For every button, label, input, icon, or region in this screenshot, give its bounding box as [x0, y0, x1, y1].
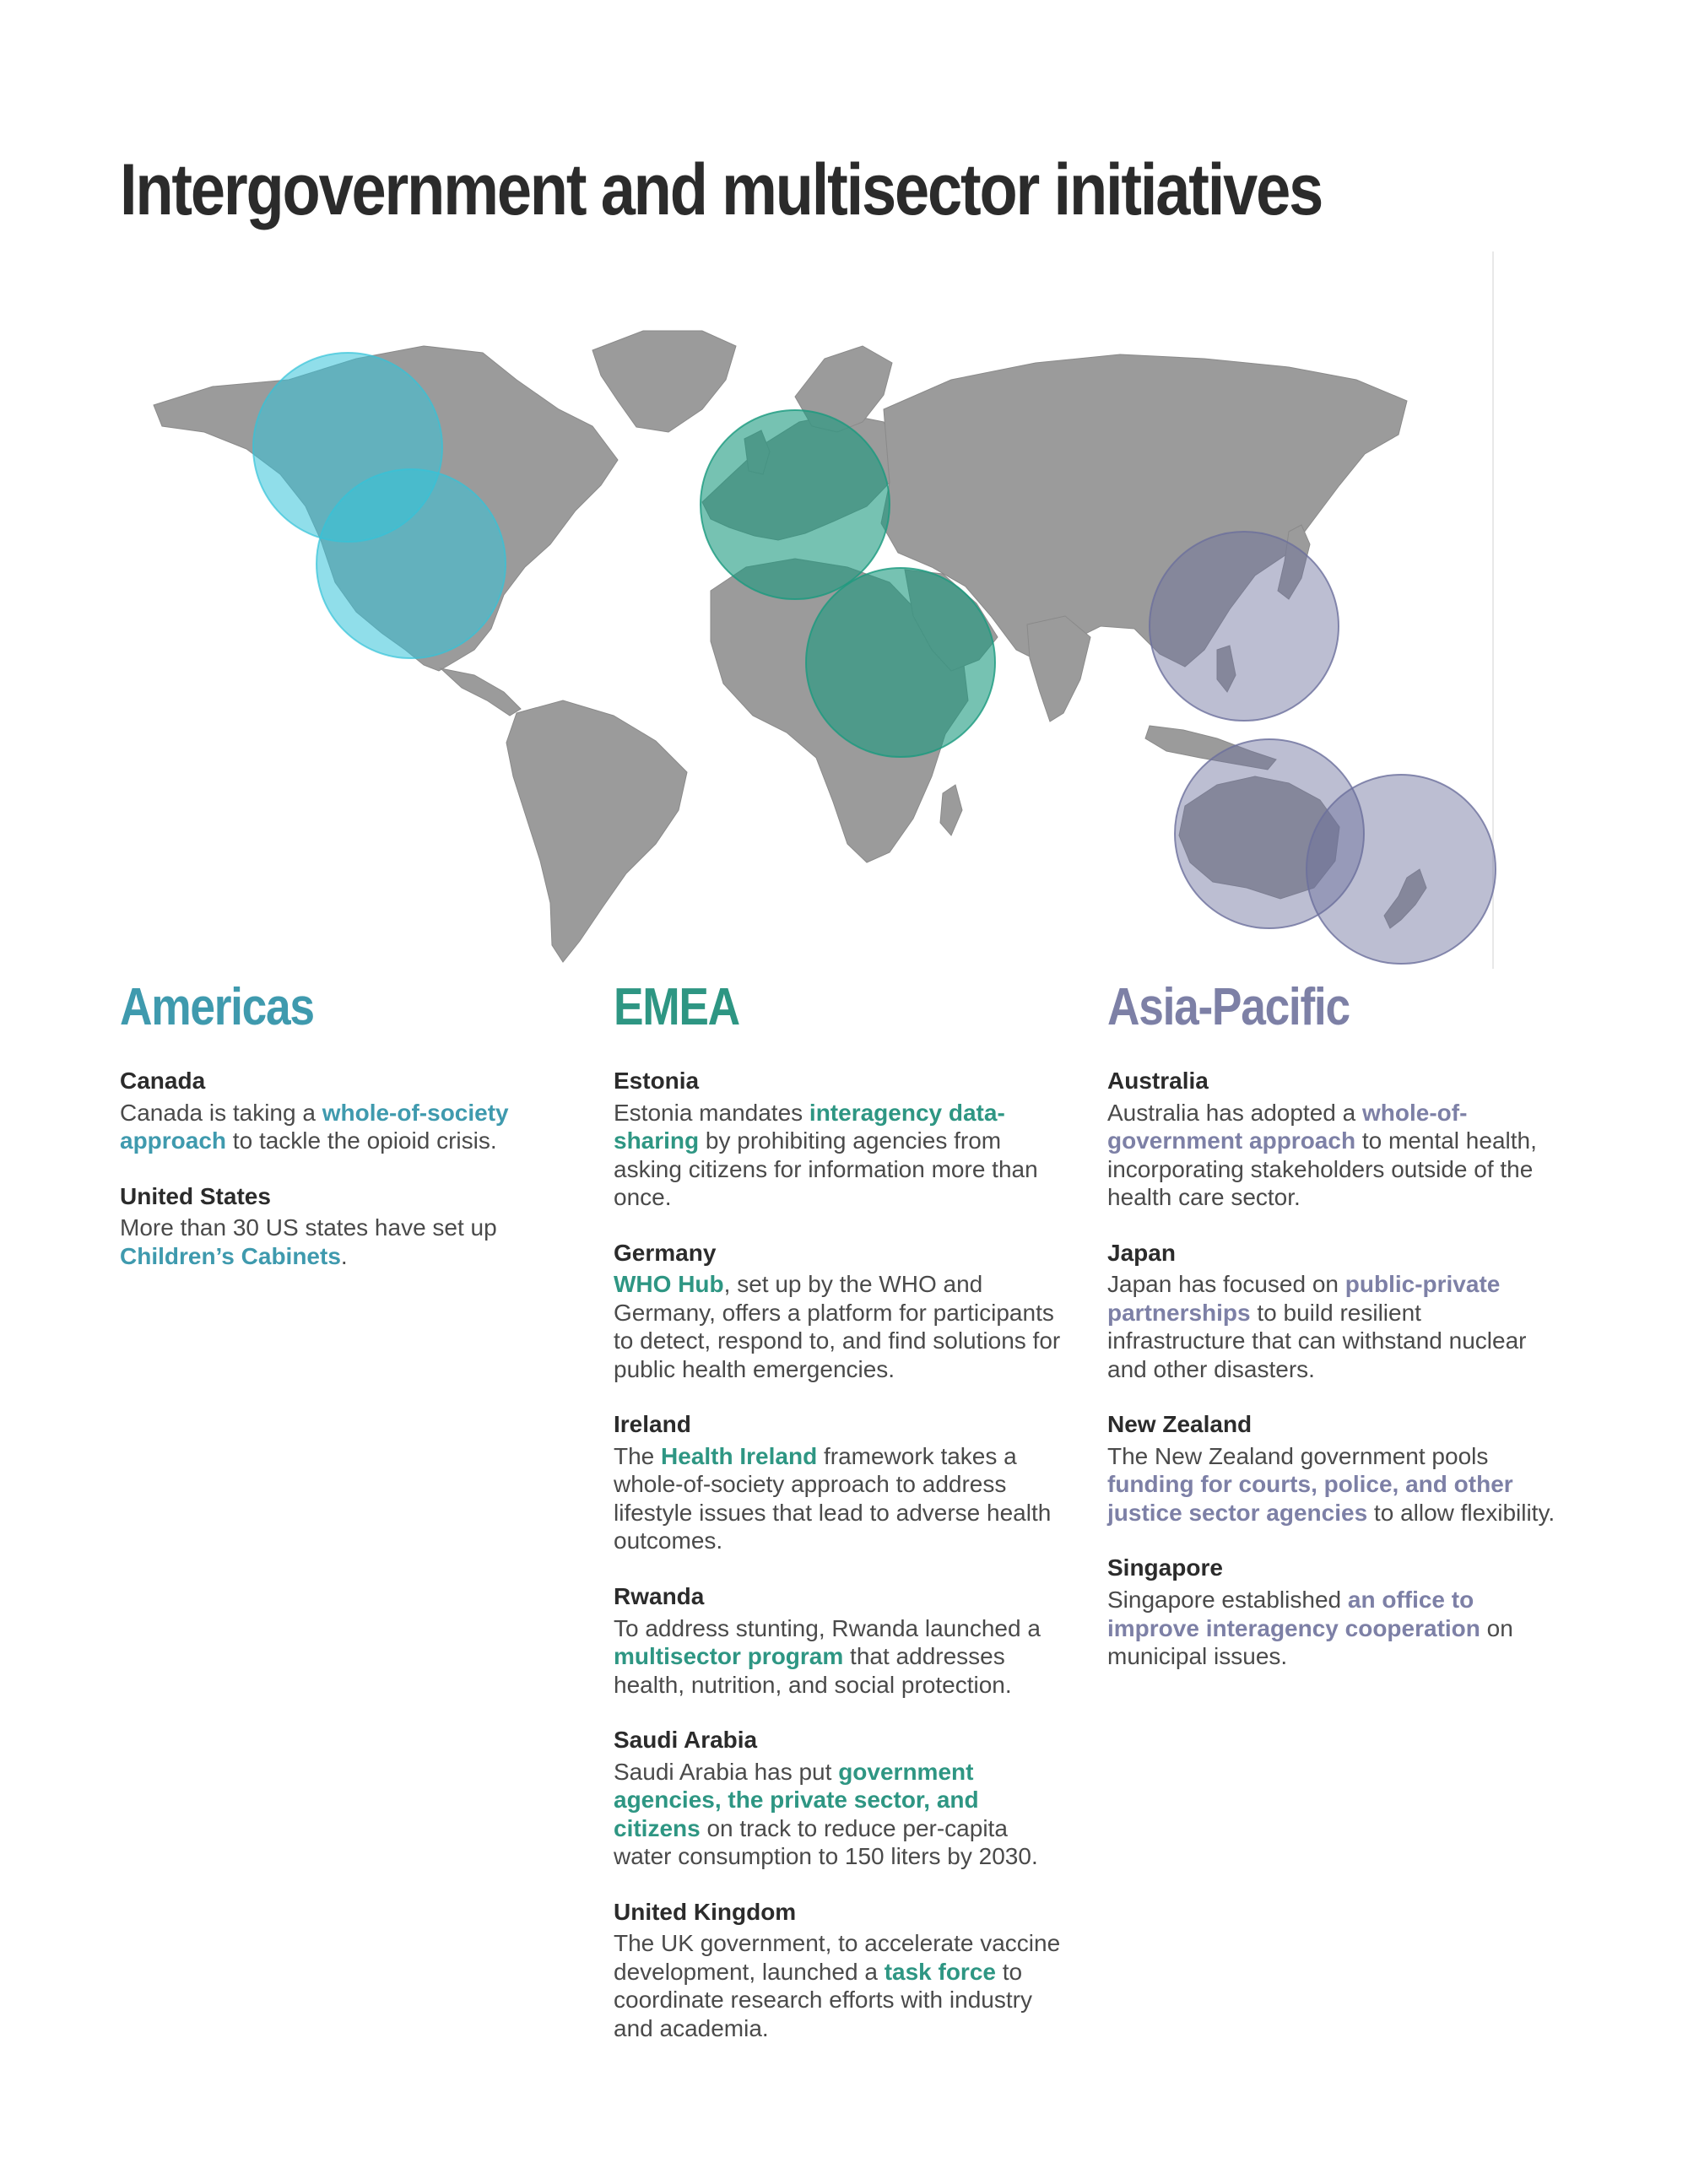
page-title: Intergovernment and multisector initiatives: [120, 149, 1323, 230]
land-south-america: [506, 700, 687, 962]
region-apac: [1107, 979, 1563, 1698]
entry-ireland: [614, 1410, 1069, 1555]
country-name: Singapore: [1107, 1554, 1223, 1581]
country-name: Australia: [1107, 1068, 1209, 1095]
land-india: [1027, 616, 1090, 722]
country-description: [614, 1614, 1069, 1700]
entry-rwanda: [614, 1582, 1069, 1699]
country-name: Japan: [1107, 1239, 1176, 1266]
entries-emea: [614, 1067, 1069, 2042]
entry-united-kingdom: [614, 1898, 1069, 2043]
description-text: Singapore established: [1107, 1587, 1348, 1614]
highlight-link: public-private partnerships: [1107, 1271, 1501, 1326]
description-text: The New Zealand government pools: [1107, 1442, 1489, 1469]
circle-japan-singapore: [1150, 532, 1339, 721]
description-text: Australia has adopted a: [1107, 1099, 1362, 1126]
country-name: Saudi Arabia: [614, 1727, 758, 1754]
country-description: [1107, 1442, 1563, 1527]
country-name: Rwanda: [614, 1582, 705, 1609]
highlight-link: funding for courts, police, and other justice sector agencies: [1107, 1471, 1513, 1526]
country-description: [614, 1442, 1069, 1555]
region-heading-emea: EMEA: [614, 978, 739, 1036]
description-text: The UK government, to accelerate vaccine development, launched a: [614, 1930, 1061, 1985]
country-name: United Kingdom: [614, 1898, 797, 1925]
highlight-link: Children’s Cabinets: [120, 1242, 341, 1269]
circle-new-zealand: [1307, 775, 1496, 964]
world-map: [120, 253, 1504, 970]
entries-apac: [1107, 1067, 1563, 1670]
circle-middle-east-africa: [806, 568, 995, 757]
region-heading-americas: Americas: [120, 978, 314, 1036]
region-heading-apac: Asia-Pacific: [1107, 978, 1350, 1036]
circle-europe: [701, 410, 890, 599]
highlight-link: task force: [884, 1958, 996, 1985]
description-text: More than 30 US states have set up: [120, 1214, 497, 1241]
description-text: on track to reduce per-capita water consumption to 150 liters by 2030.: [614, 1814, 1038, 1870]
description-text: to coordinate research efforts with industry and academia.: [614, 1958, 1032, 2041]
entry-australia: [1107, 1067, 1563, 1212]
description-text: Estonia mandates: [614, 1099, 809, 1126]
highlight-link: Health Ireland: [661, 1442, 818, 1469]
land-central-america: [441, 668, 521, 716]
description-text: The: [614, 1442, 662, 1469]
country-name: New Zealand: [1107, 1411, 1252, 1438]
highlight-link: government agencies, the private sector, and citizens: [614, 1758, 979, 1841]
region-emea: [614, 979, 1069, 2069]
entry-saudi-arabia: [614, 1726, 1069, 1871]
country-description: [614, 1929, 1069, 2042]
description-text: framework takes a whole-of-society approach to address lifestyle issues that lead to adverse health outcomes.: [614, 1442, 1052, 1554]
description-text: , set up by the WHO and Germany, offers a platform for participants to detect, respond to, and find solutions for public health emergencies.: [614, 1271, 1061, 1382]
entry-estonia: [614, 1067, 1069, 1212]
country-description: [1107, 1099, 1563, 1212]
highlight-link: multisector program: [614, 1643, 844, 1670]
country-description: [1107, 1586, 1563, 1671]
description-text: on municipal issues.: [1107, 1614, 1513, 1670]
entry-germany: [614, 1239, 1069, 1384]
country-description: [614, 1270, 1069, 1383]
highlight-link: interagency data-sharing: [614, 1099, 1005, 1154]
country-name: Estonia: [614, 1068, 700, 1095]
description-text: that addresses health, nutrition, and social protection.: [614, 1643, 1012, 1698]
entry-new-zealand: [1107, 1410, 1563, 1527]
highlight-link: an office to improve interagency cooperation: [1107, 1587, 1480, 1641]
highlight-link: whole-of-society approach: [120, 1099, 509, 1154]
description-text: To address stunting, Rwanda launched a: [614, 1614, 1041, 1641]
description-text: Saudi Arabia has put: [614, 1758, 839, 1785]
entry-singapore: [1107, 1554, 1563, 1670]
description-text: to build resilient infrastructure that can withstand nuclear and other disasters.: [1107, 1299, 1527, 1382]
description-text: to allow flexibility.: [1367, 1499, 1555, 1526]
entry-canada: [120, 1067, 559, 1155]
entry-united-states: [120, 1182, 559, 1271]
highlight-link: WHO Hub: [614, 1271, 724, 1298]
description-text: .: [340, 1242, 348, 1269]
circle-united-states: [316, 469, 506, 658]
description-text: Canada is taking a: [120, 1099, 322, 1126]
country-description: [614, 1758, 1069, 1871]
country-description: [1107, 1270, 1563, 1383]
world-map-svg: [120, 253, 1504, 970]
country-name: Germany: [614, 1239, 717, 1266]
land-greenland: [592, 331, 736, 432]
country-description: [120, 1099, 559, 1155]
highlight-link: whole-of-government approach: [1107, 1099, 1468, 1154]
region-americas: [120, 979, 559, 1297]
country-name: Canada: [120, 1068, 206, 1095]
description-text: to mental health, incorporating stakeholders outside of the health care sector.: [1107, 1127, 1537, 1211]
country-name: United States: [120, 1182, 271, 1209]
country-name: Ireland: [614, 1411, 691, 1438]
description-text: to tackle the opioid crisis.: [226, 1127, 497, 1154]
description-text: Japan has focused on: [1107, 1271, 1345, 1298]
land-madagascar: [940, 785, 962, 835]
country-description: [614, 1099, 1069, 1212]
entry-japan: [1107, 1239, 1563, 1384]
description-text: by prohibiting agencies from asking citizens for information more than once.: [614, 1127, 1038, 1211]
entries-americas: [120, 1067, 559, 1270]
country-description: [120, 1214, 559, 1270]
